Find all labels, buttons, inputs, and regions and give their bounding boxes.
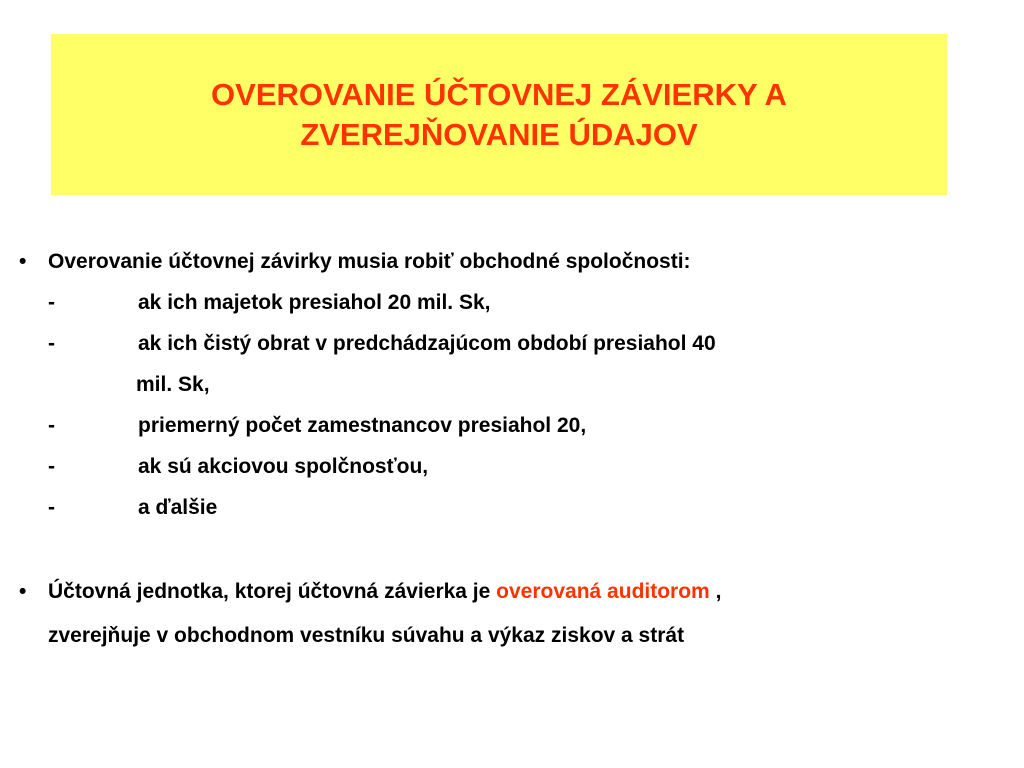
list-item: ak ich čistý obrat v predchádzajúcom období presiahol 40 (138, 332, 716, 355)
slide-title-line-1: OVEROVANIE ÚČTOVNEJ ZÁVIERKY A (211, 76, 787, 112)
bullet-2-text-before: Účtovná jednotka, ktorej účtovná závierka je (48, 580, 497, 603)
list-item-continuation: mil. Sk, (136, 373, 210, 396)
bullet-2-highlight: overovaná auditorom (496, 580, 710, 603)
dash-marker: - (48, 414, 55, 437)
bullet-marker-1: • (19, 250, 27, 273)
dash-marker: - (48, 291, 55, 314)
bullet-marker-2: • (19, 580, 27, 603)
dash-marker: - (48, 455, 55, 478)
bullet-2-line-2: zverejňuje v obchodnom vestníku súvahu a výkaz ziskov a strát (48, 624, 685, 647)
list-item: a ďalšie (138, 496, 218, 519)
list-item: ak sú akciovou spolčnosťou, (138, 455, 429, 478)
slide-title (211, 75, 787, 155)
slide-title-line-2: ZVEREJŇOVANIE ÚDAJOV (300, 116, 698, 152)
title-box (51, 34, 947, 195)
bullet-1-text: Overovanie účtovnej závirky musia robiť obchodné spoločnosti: (48, 250, 691, 273)
dash-marker: - (48, 332, 55, 355)
list-item: priemerný počet zamestnancov presiahol 20, (138, 414, 587, 437)
dash-marker: - (48, 496, 55, 519)
list-item: ak ich majetok presiahol 20 mil. Sk, (138, 291, 491, 314)
bullet-2-text-after: , (709, 580, 722, 603)
bullet-2-line-1 (48, 580, 721, 604)
